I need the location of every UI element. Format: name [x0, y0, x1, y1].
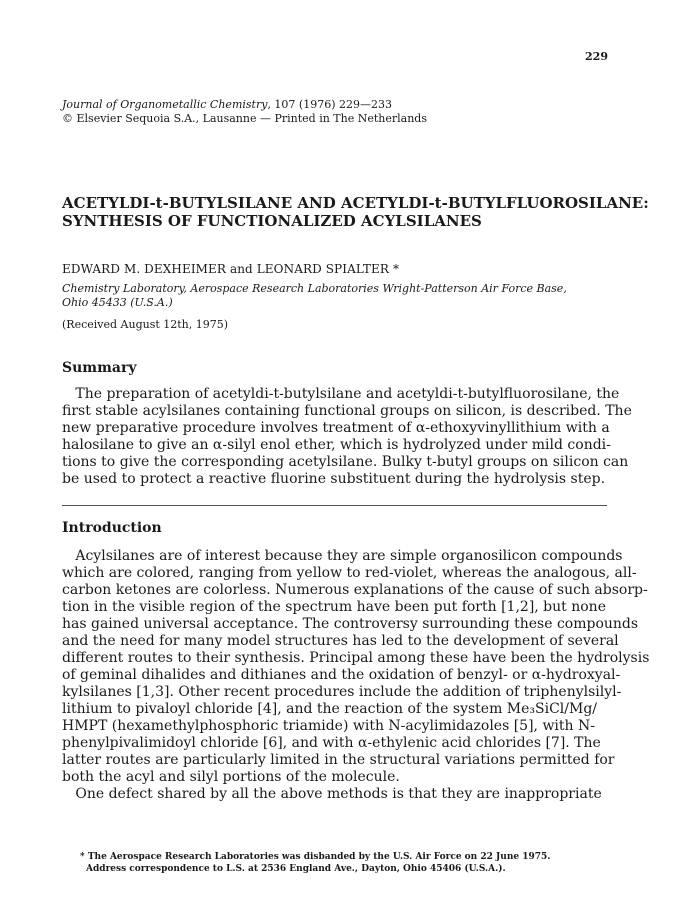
introduction-heading: Introduction — [62, 520, 162, 536]
journal-citation — [62, 98, 392, 112]
summary-paragraph — [62, 386, 632, 488]
received-date: (Received August 12th, 1975) — [62, 318, 229, 331]
introduction-line: One defect shared by all the above methods is that they are inappropriate — [62, 786, 602, 802]
introduction-line: Acylsilanes are of interest because they are simple organosilicon compounds — [62, 548, 623, 564]
introduction-line: lithium to pivaloyl chloride [4], and the reaction of the system Me₃SiCl/Mg/ — [62, 701, 598, 717]
journal-name: Journal of Organometallic Chemistry — [62, 98, 268, 111]
summary-line: first stable acylsilanes containing functional groups on silicon, is described. The — [62, 403, 632, 419]
summary-line: tions to give the corresponding acetylsilane. Bulky t-butyl groups on silicon can — [62, 454, 629, 470]
introduction-line: has gained universal acceptance. The controversy surrounding these compounds — [62, 616, 639, 632]
introduction-line: latter routes are particularly limited in the structural variations permitted for — [62, 752, 615, 768]
introduction-line: kylsilanes [1,3]. Other recent procedures include the addition of triphenylsilyl- — [62, 684, 622, 700]
section-divider — [62, 505, 607, 506]
page-number: 229 — [585, 50, 608, 63]
introduction-line: different routes to their synthesis. Principal among these have been the hydrolysis — [62, 650, 650, 666]
introduction-line: carbon ketones are colorless. Numerous explanations of the cause of such absorp- — [62, 582, 648, 598]
summary-line: halosilane to give an α-silyl enol ether, which is hydrolyzed under mild condi- — [62, 437, 611, 453]
introduction-line: which are colored, ranging from yellow to red-violet, whereas the analogous, all- — [62, 565, 637, 581]
introduction-line: and the need for many model structures has led to the development of several — [62, 633, 619, 649]
summary-line: be used to protect a reactive fluorine substituent during the hydrolysis step. — [62, 471, 606, 487]
summary-line: The preparation of acetyldi-t-butylsilane and acetyldi-t-butylfluorosilane, the — [62, 386, 620, 402]
footnote-line-1: * The Aerospace Research Laboratories was disbanded by the U.S. Air Force on 22 June 1975. — [80, 852, 551, 862]
journal-volume: , 107 (1976) 229—233 — [267, 98, 392, 111]
introduction-line: both the acyl and silyl portions of the molecule. — [62, 769, 400, 785]
introduction-paragraph — [62, 548, 650, 803]
affiliation-line-1: Chemistry Laboratory, Aerospace Research Laboratories Wright-Patterson Air Force Base, — [62, 282, 567, 295]
footnote-line-2: Address correspondence to L.S. at 2536 England Ave., Dayton, Ohio 45406 (U.S.A.). — [86, 864, 506, 874]
summary-line: new preparative procedure involves treatment of α-ethoxyvinyllithium with a — [62, 420, 610, 436]
footnote — [80, 851, 550, 875]
introduction-line: tion in the visible region of the spectrum have been put forth [1,2], but none — [62, 599, 606, 615]
introduction-line: phenylpivalimidoyl chloride [6], and with α-ethylenic acid chlorides [7]. The — [62, 735, 601, 751]
introduction-line: HMPT (hexamethylphosphoric triamide) with N-acylimidazoles [5], with N- — [62, 718, 595, 734]
introduction-line: of geminal dihalides and dithianes and the oxidation of benzyl- or α-hydroxyal- — [62, 667, 621, 683]
publisher-line: © Elsevier Sequoia S.A., Lausanne — Printed in The Netherlands — [62, 112, 427, 125]
title-line-2: SYNTHESIS OF FUNCTIONALIZED ACYLSILANES — [62, 212, 482, 230]
authors: EDWARD M. DEXHEIMER and LEONARD SPIALTER * — [62, 262, 400, 276]
article-title — [62, 194, 649, 230]
title-line-1: ACETYLDI-t-BUTYLSILANE AND ACETYLDI-t-BUTYLFLUOROSILANE: — [62, 194, 649, 212]
summary-heading: Summary — [62, 360, 137, 376]
affiliation-line-2: Ohio 45433 (U.S.A.) — [62, 296, 173, 309]
